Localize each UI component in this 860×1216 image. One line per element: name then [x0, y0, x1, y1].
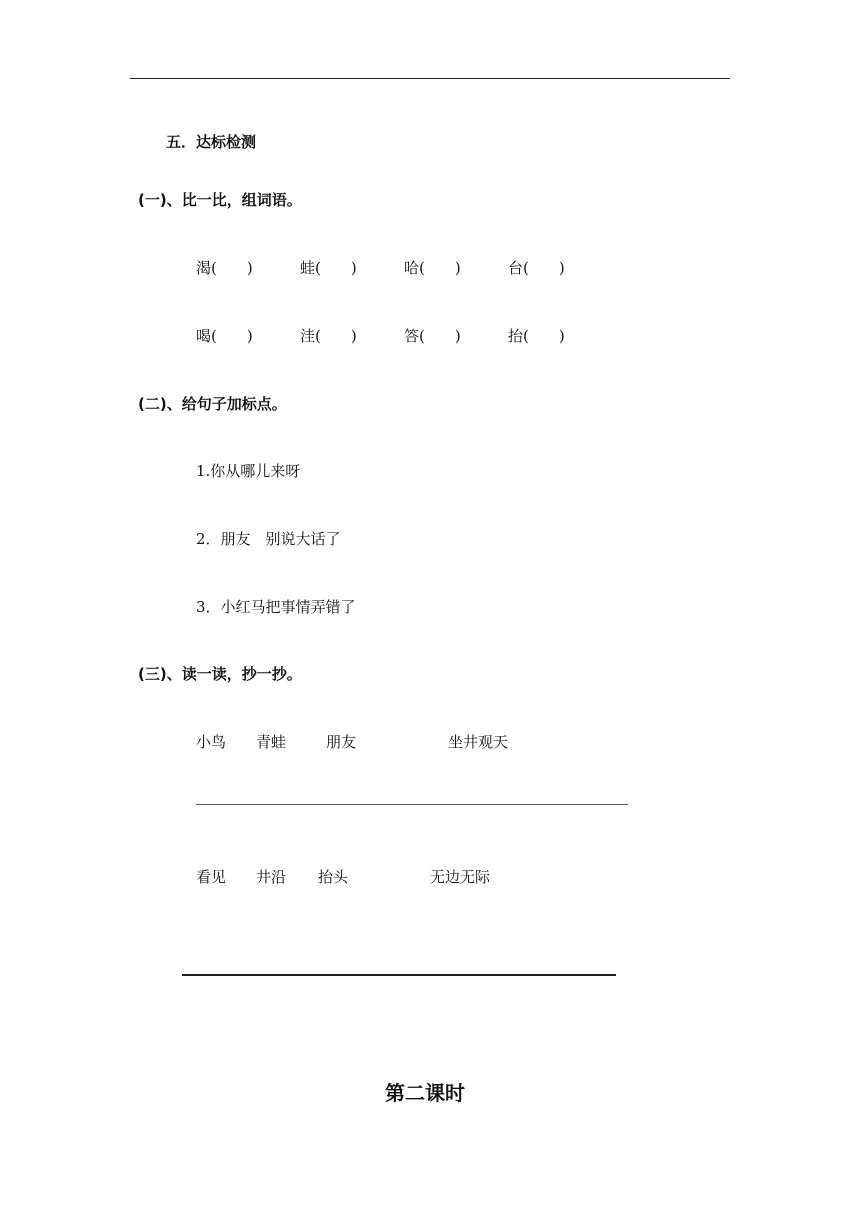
sentence-item: 1.你从哪儿来呀	[196, 462, 301, 480]
word-item: 渴( )	[196, 259, 253, 277]
word-item: 哈( )	[404, 259, 461, 277]
sentence-item: 3．小红马把事情弄错了	[196, 598, 356, 616]
copy-word: 朋友	[326, 733, 357, 751]
copy-word: 青蛙	[256, 733, 287, 751]
part2-heading: (二)、给句子加标点。	[138, 395, 287, 413]
copy-word: 无边无际	[430, 868, 491, 886]
copy-word: 坐井观天	[448, 733, 509, 751]
header-rule	[130, 78, 730, 79]
word-item: 喝( )	[196, 327, 253, 345]
answer-line	[196, 804, 628, 805]
lesson-title: 第二课时	[385, 1081, 465, 1105]
part1-heading: (一)、比一比，组词语。	[138, 191, 302, 209]
copy-word: 小鸟	[196, 733, 227, 751]
copy-word: 井沿	[256, 868, 287, 886]
word-item: 台( )	[508, 259, 565, 277]
answer-line	[182, 974, 616, 976]
copy-word: 看见	[196, 868, 227, 886]
part3-heading: (三)、读一读，抄一抄。	[138, 665, 302, 683]
sentence-item: 2．朋友 别说大话了	[196, 530, 341, 548]
word-item: 蛙( )	[300, 259, 357, 277]
copy-word: 抬头	[318, 868, 349, 886]
section-title: 五．达标检测	[166, 133, 257, 151]
word-item: 抬( )	[508, 327, 565, 345]
word-item: 答( )	[404, 327, 461, 345]
word-item: 洼( )	[300, 327, 357, 345]
